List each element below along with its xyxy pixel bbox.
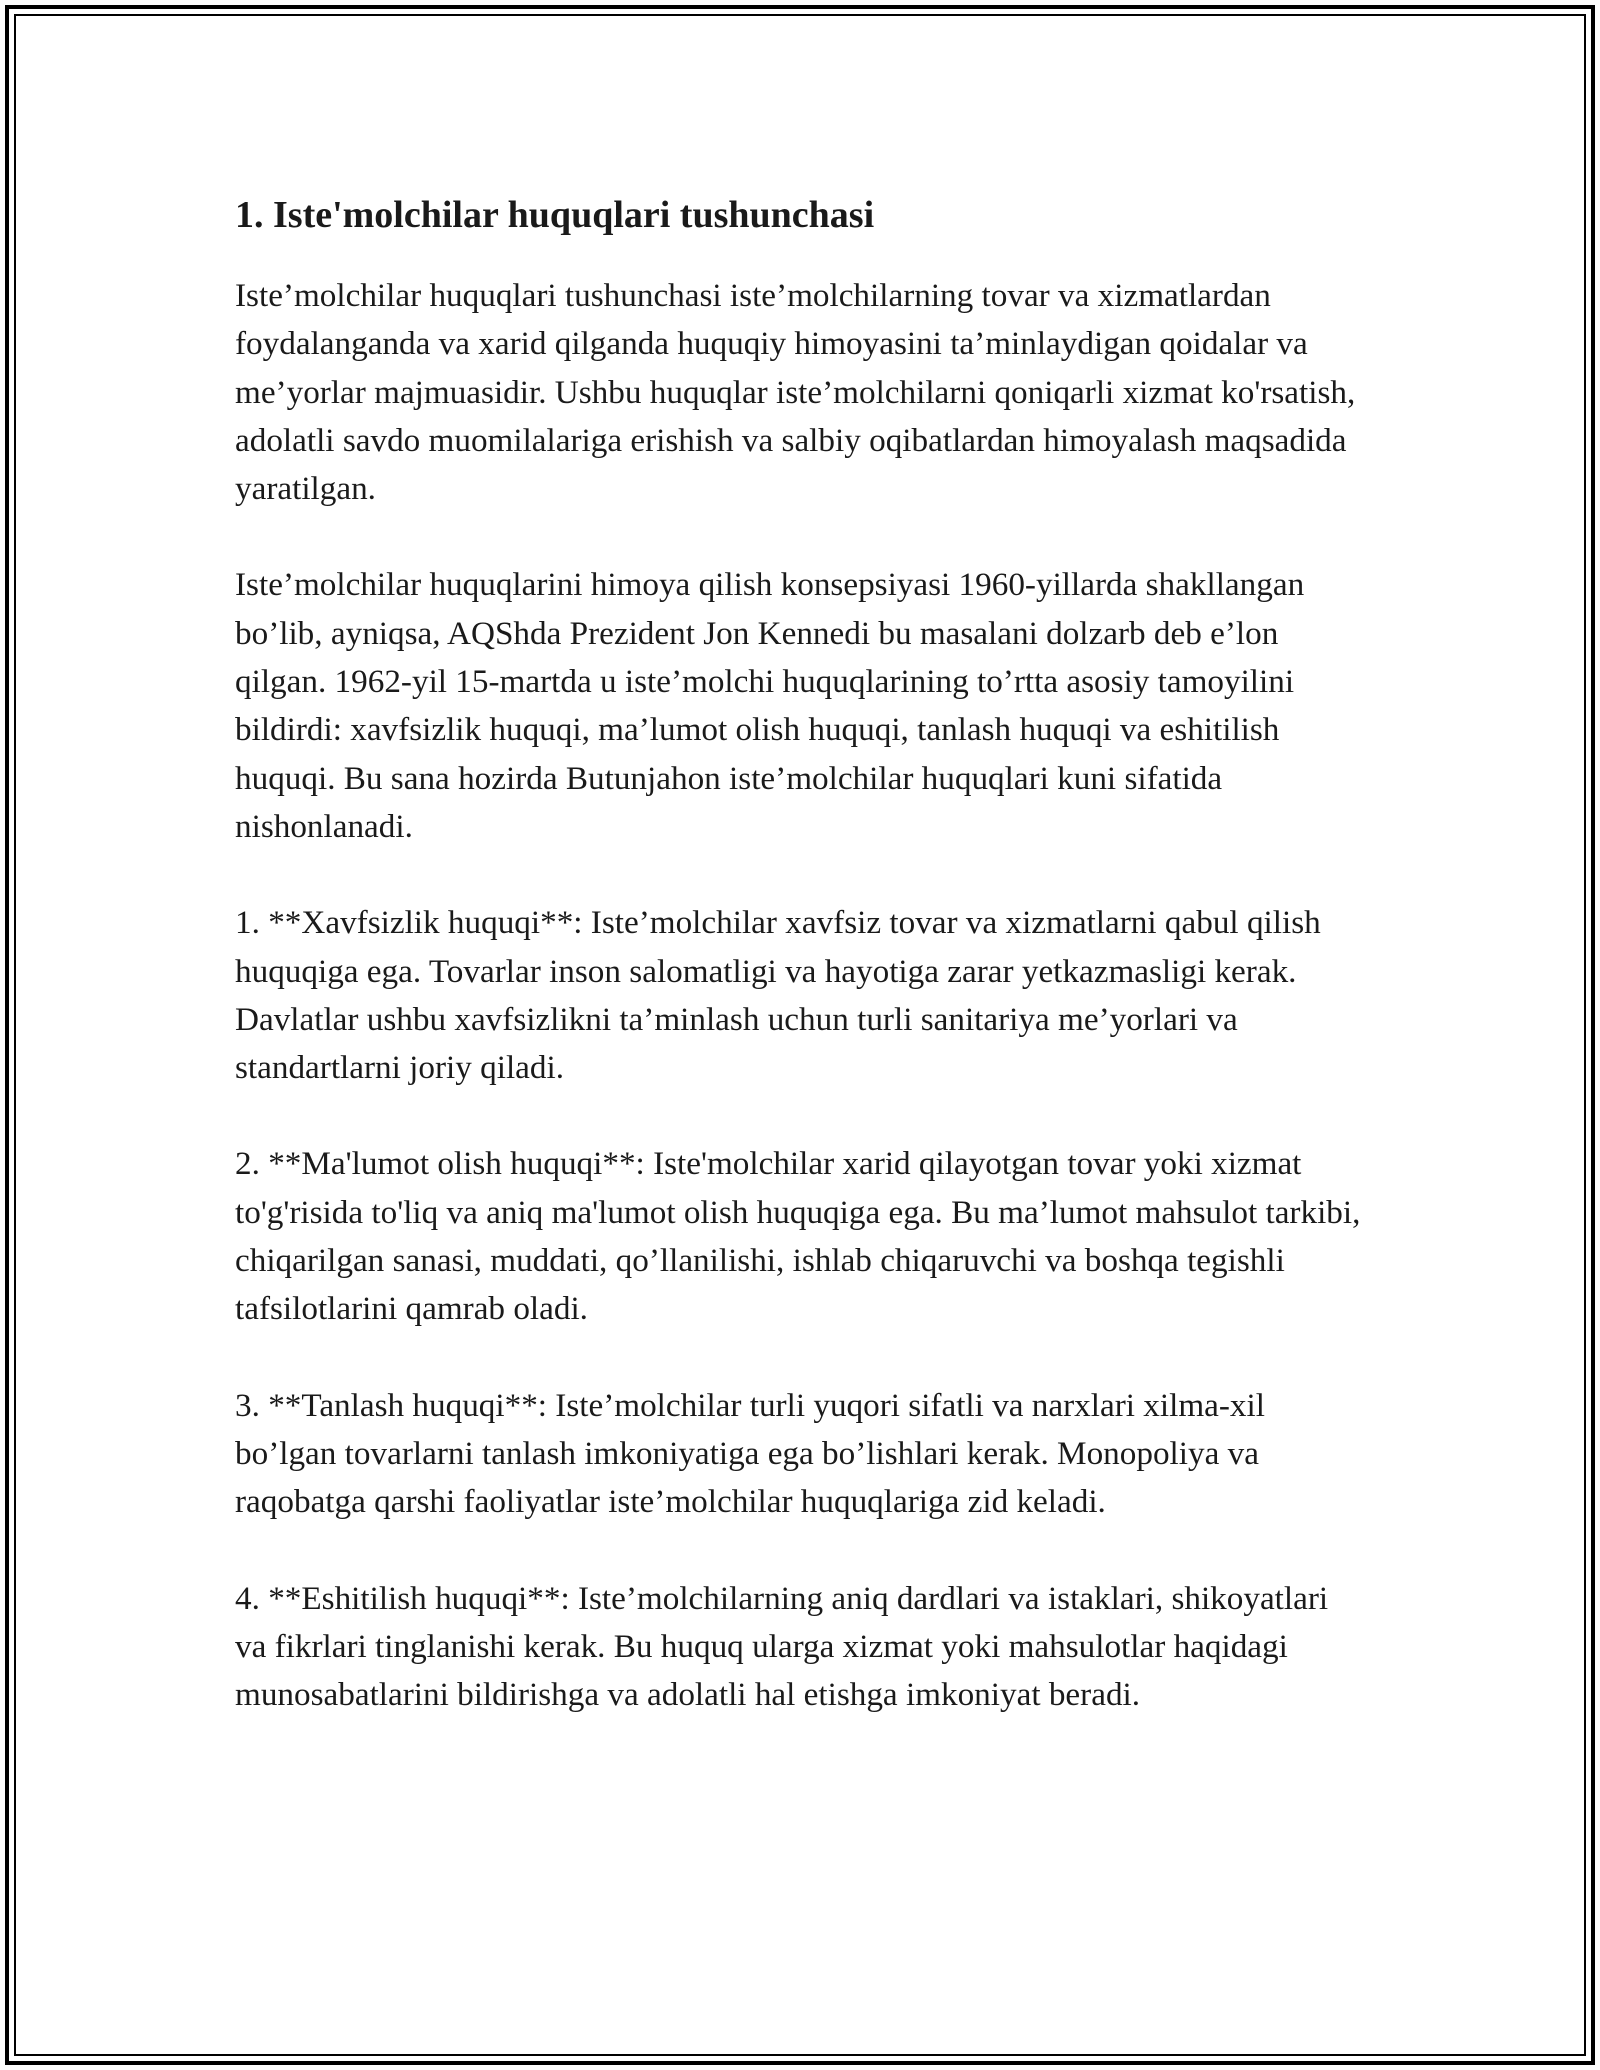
paragraph-heard-right: 4. **Eshitilish huquqi**: Iste’molchilarning aniq dardlari va istaklari, shikoyatlari va fikrlari tinglanishi kerak. Bu huquq ularga xizmat yoki mahsulotlar haqidagi munosabatlarini bildirishga va adolatli hal etishga imkoniyat beradi. (235, 1579, 1329, 1714)
paragraph-information-right: 2. **Ma'lumot olish huquqi**: Iste'molchilar xarid qilayotgan tovar yoki xizmat to'g'risida to'liq va aniq ma'lumot olish huquqiga ega. Bu ma’lumot mahsulot tarkibi, chiqarilgan sanasi, muddati, qo’llanilishi, ishlab chiqaruvchi va boshqa tegishli tafsilotlarini qamrab oladi. (235, 1145, 1361, 1328)
paragraph-choice-right: 3. **Tanlash huquqi**: Iste’molchilar turli yuqori sifatli va narxlari xilma-xil bo’lgan tovarlarni tanlash imkoniyatiga ega bo’lishlari kerak. Monopoliya va raqobatga qarshi faoliyatlar iste’molchilar huquqlariga zid keladi. (235, 1386, 1265, 1521)
section-heading: 1. Iste'molchilar huquqlari tushunchasi (235, 194, 875, 236)
document-body (235, 186, 1365, 1767)
paragraph-safety-right: 1. **Xavfsizlik huquqi**: Iste’molchilar xavfsiz tovar va xizmatlarni qabul qilish huquqiga ega. Tovarlar inson salomatligi va hayotiga zarar yetkazmasligi kerak. Davlatlar ushbu xavfsizlikni ta’minlash uchun turli sanitariya me’yorlari va standartlarni joriy qiladi. (235, 904, 1321, 1087)
paragraph-history: Iste’molchilar huquqlarini himoya qilish konsepsiyasi 1960-yillarda shakllangan bo’lib, ayniqsa, AQShda Prezident Jon Kennedi bu masalani dolzarb deb e’lon qilgan. 1962-yil 15-martda u iste’molchi huquqlarining to’rtta asosiy tamoyilini bildirdi: xavfsizlik huquqi, ma’lumot olish huquqi, tanlash huquqi va eshitilish huquqi. Bu sana hozirda Butunjahon iste’molchilar huquqlari kuni sifatida nishonlanadi. (235, 566, 1305, 845)
paragraph-definition: Iste’molchilar huquqlari tushunchasi iste’molchilarning tovar va xizmatlardan foydalanganda va xarid qilganda huquqiy himoyasini ta’minlaydigan qoidalar va me’yorlar majmuasidir. Ushbu huquqlar iste’molchilarni qoniqarli xizmat ko'rsatish, adolatli savdo muomilalariga erishish va salbiy oqibatlardan himoyalash maqsadida yaratilgan. (235, 277, 1356, 508)
